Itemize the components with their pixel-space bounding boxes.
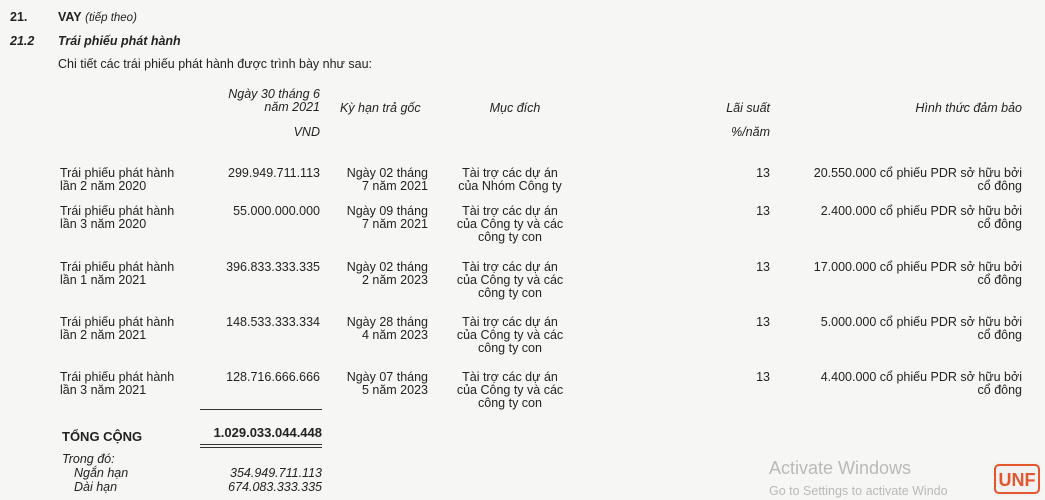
row-purpose-line2: của Công ty và các bbox=[456, 273, 564, 287]
row-name-line1: Trái phiếu phát hành bbox=[60, 204, 175, 218]
row-term bbox=[320, 205, 428, 231]
row-term bbox=[320, 261, 428, 287]
row-collateral-line1: 2.400.000 cổ phiếu PDR sở hữu bởi bbox=[820, 204, 1022, 218]
total-bottom-rule-2 bbox=[200, 447, 322, 448]
row-purpose bbox=[440, 316, 580, 355]
row-purpose bbox=[440, 167, 580, 193]
row-term-line2: 7 năm 2021 bbox=[361, 217, 428, 231]
activate-windows-subtitle: Go to Settings to activate Windo bbox=[769, 484, 948, 498]
row-purpose-line1: Tài trợ các dự án bbox=[462, 370, 558, 384]
breakdown-short-label: Ngắn hạn bbox=[74, 466, 129, 480]
unf-logo-text: UNF bbox=[998, 470, 1036, 490]
section-title-note: (tiếp theo) bbox=[85, 12, 137, 24]
total-bottom-rule-1 bbox=[200, 444, 322, 445]
row-name bbox=[60, 167, 174, 193]
total-top-rule bbox=[200, 409, 322, 410]
row-name bbox=[60, 316, 174, 342]
row-purpose bbox=[440, 205, 580, 244]
row-collateral bbox=[760, 167, 1022, 193]
row-rate: 13 bbox=[756, 315, 770, 329]
row-term-line2: 5 năm 2023 bbox=[361, 383, 428, 397]
row-collateral-line1: 5.000.000 cổ phiếu PDR sở hữu bởi bbox=[820, 315, 1022, 329]
row-purpose-line1: Tài trợ các dự án bbox=[462, 166, 558, 180]
row-rate: 13 bbox=[756, 204, 770, 218]
row-rate: 13 bbox=[756, 370, 770, 384]
row-collateral bbox=[760, 316, 1022, 342]
total-label: TỔNG CỘNG bbox=[62, 429, 143, 444]
row-collateral bbox=[760, 371, 1022, 397]
row-term-line1: Ngày 02 tháng bbox=[346, 260, 428, 274]
row-name-line2: lần 2 năm 2021 bbox=[60, 328, 147, 342]
header-date bbox=[180, 88, 320, 114]
row-name-line1: Trái phiếu phát hành bbox=[60, 370, 175, 384]
row-term bbox=[320, 316, 428, 342]
row-name bbox=[60, 261, 174, 287]
row-collateral-line2: cổ đông bbox=[977, 217, 1022, 231]
row-term-line2: 2 năm 2023 bbox=[361, 273, 428, 287]
row-collateral-line2: cổ đông bbox=[977, 383, 1022, 397]
row-rate: 13 bbox=[756, 166, 770, 180]
row-name bbox=[60, 371, 174, 397]
row-name bbox=[60, 205, 174, 231]
row-purpose-line3: công ty con bbox=[478, 341, 542, 355]
row-collateral-line2: cổ đông bbox=[977, 273, 1022, 287]
row-term-line2: 4 năm 2023 bbox=[361, 328, 428, 342]
breakdown-label: Trong đó: bbox=[62, 452, 115, 466]
row-term-line1: Ngày 07 tháng bbox=[346, 370, 428, 384]
header-collateral: Hình thức đảm bảo bbox=[915, 101, 1022, 115]
row-name-line2: lần 3 năm 2021 bbox=[60, 383, 147, 397]
row-rate: 13 bbox=[756, 260, 770, 274]
row-purpose-line2: của Công ty và các bbox=[456, 383, 564, 397]
row-collateral-line2: cổ đông bbox=[977, 328, 1022, 342]
row-purpose-line3: công ty con bbox=[478, 230, 542, 244]
row-purpose-line1: Tài trợ các dự án bbox=[462, 204, 558, 218]
row-name-line2: lần 3 năm 2020 bbox=[60, 217, 147, 231]
header-date-line2: năm 2021 bbox=[264, 100, 320, 114]
row-name-line1: Trái phiếu phát hành bbox=[60, 166, 175, 180]
row-purpose-line2: của Công ty và các bbox=[456, 217, 564, 231]
row-name-line2: lần 2 năm 2020 bbox=[60, 179, 147, 193]
breakdown-long-label: Dài hạn bbox=[74, 480, 118, 494]
intro-text: Chi tiết các trái phiếu phát hành được trình bày như sau: bbox=[58, 57, 373, 71]
row-purpose-line3: công ty con bbox=[478, 396, 542, 410]
row-collateral bbox=[760, 205, 1022, 231]
row-collateral-line1: 17.000.000 cổ phiếu PDR sở hữu bởi bbox=[813, 260, 1022, 274]
header-rate-unit: %/năm bbox=[731, 125, 770, 139]
row-term-line1: Ngày 02 tháng bbox=[346, 166, 428, 180]
row-name-line2: lần 1 năm 2021 bbox=[60, 273, 147, 287]
row-collateral-line1: 4.400.000 cổ phiếu PDR sở hữu bởi bbox=[820, 370, 1022, 384]
header-purpose: Mục đích bbox=[489, 101, 541, 115]
header-date-line1: Ngày 30 tháng 6 bbox=[228, 87, 320, 101]
activate-windows-title: Activate Windows bbox=[769, 458, 912, 478]
header-term: Kỳ hạn trả gốc bbox=[340, 101, 421, 115]
row-collateral-line1: 20.550.000 cổ phiếu PDR sở hữu bởi bbox=[813, 166, 1022, 180]
subsection-title: Trái phiếu phát hành bbox=[58, 34, 181, 48]
row-purpose bbox=[440, 261, 580, 300]
breakdown-long-amount: 674.083.333.335 bbox=[228, 480, 322, 494]
breakdown-short-amount: 354.949.711.113 bbox=[230, 466, 322, 480]
row-amount: 128.716.666.666 bbox=[226, 370, 320, 384]
row-term-line1: Ngày 09 tháng bbox=[346, 204, 428, 218]
subsection-number: 21.2 bbox=[10, 34, 35, 48]
row-purpose bbox=[440, 371, 580, 410]
unf-logo bbox=[994, 462, 1040, 496]
total-amount: 1.029.033.044.448 bbox=[213, 425, 322, 440]
row-amount: 396.833.333.335 bbox=[226, 260, 320, 274]
row-name-line1: Trái phiếu phát hành bbox=[60, 315, 175, 329]
row-purpose-line1: Tài trợ các dự án bbox=[462, 315, 558, 329]
section-number: 21. bbox=[10, 10, 28, 24]
header-date-unit: VND bbox=[293, 125, 320, 139]
row-amount: 148.533.333.334 bbox=[226, 315, 320, 329]
row-purpose-line1: Tài trợ các dự án bbox=[462, 260, 558, 274]
row-purpose-line2: của Công ty và các bbox=[456, 328, 564, 342]
row-amount: 55.000.000.000 bbox=[233, 204, 320, 218]
section-title: VAY bbox=[58, 10, 82, 24]
row-purpose-line3: công ty con bbox=[478, 286, 542, 300]
row-amount: 299.949.711.113 bbox=[228, 166, 320, 180]
row-term bbox=[320, 371, 428, 397]
row-collateral-line2: cổ đông bbox=[977, 179, 1022, 193]
section-heading bbox=[58, 10, 137, 24]
row-term-line1: Ngày 28 tháng bbox=[346, 315, 428, 329]
row-purpose-line2: của Nhóm Công ty bbox=[458, 179, 562, 193]
header-rate: Lãi suất bbox=[726, 101, 770, 115]
row-collateral bbox=[760, 261, 1022, 287]
row-term-line2: 7 năm 2021 bbox=[361, 179, 428, 193]
unf-logo-icon bbox=[994, 462, 1040, 496]
row-name-line1: Trái phiếu phát hành bbox=[60, 260, 175, 274]
row-term bbox=[320, 167, 428, 193]
